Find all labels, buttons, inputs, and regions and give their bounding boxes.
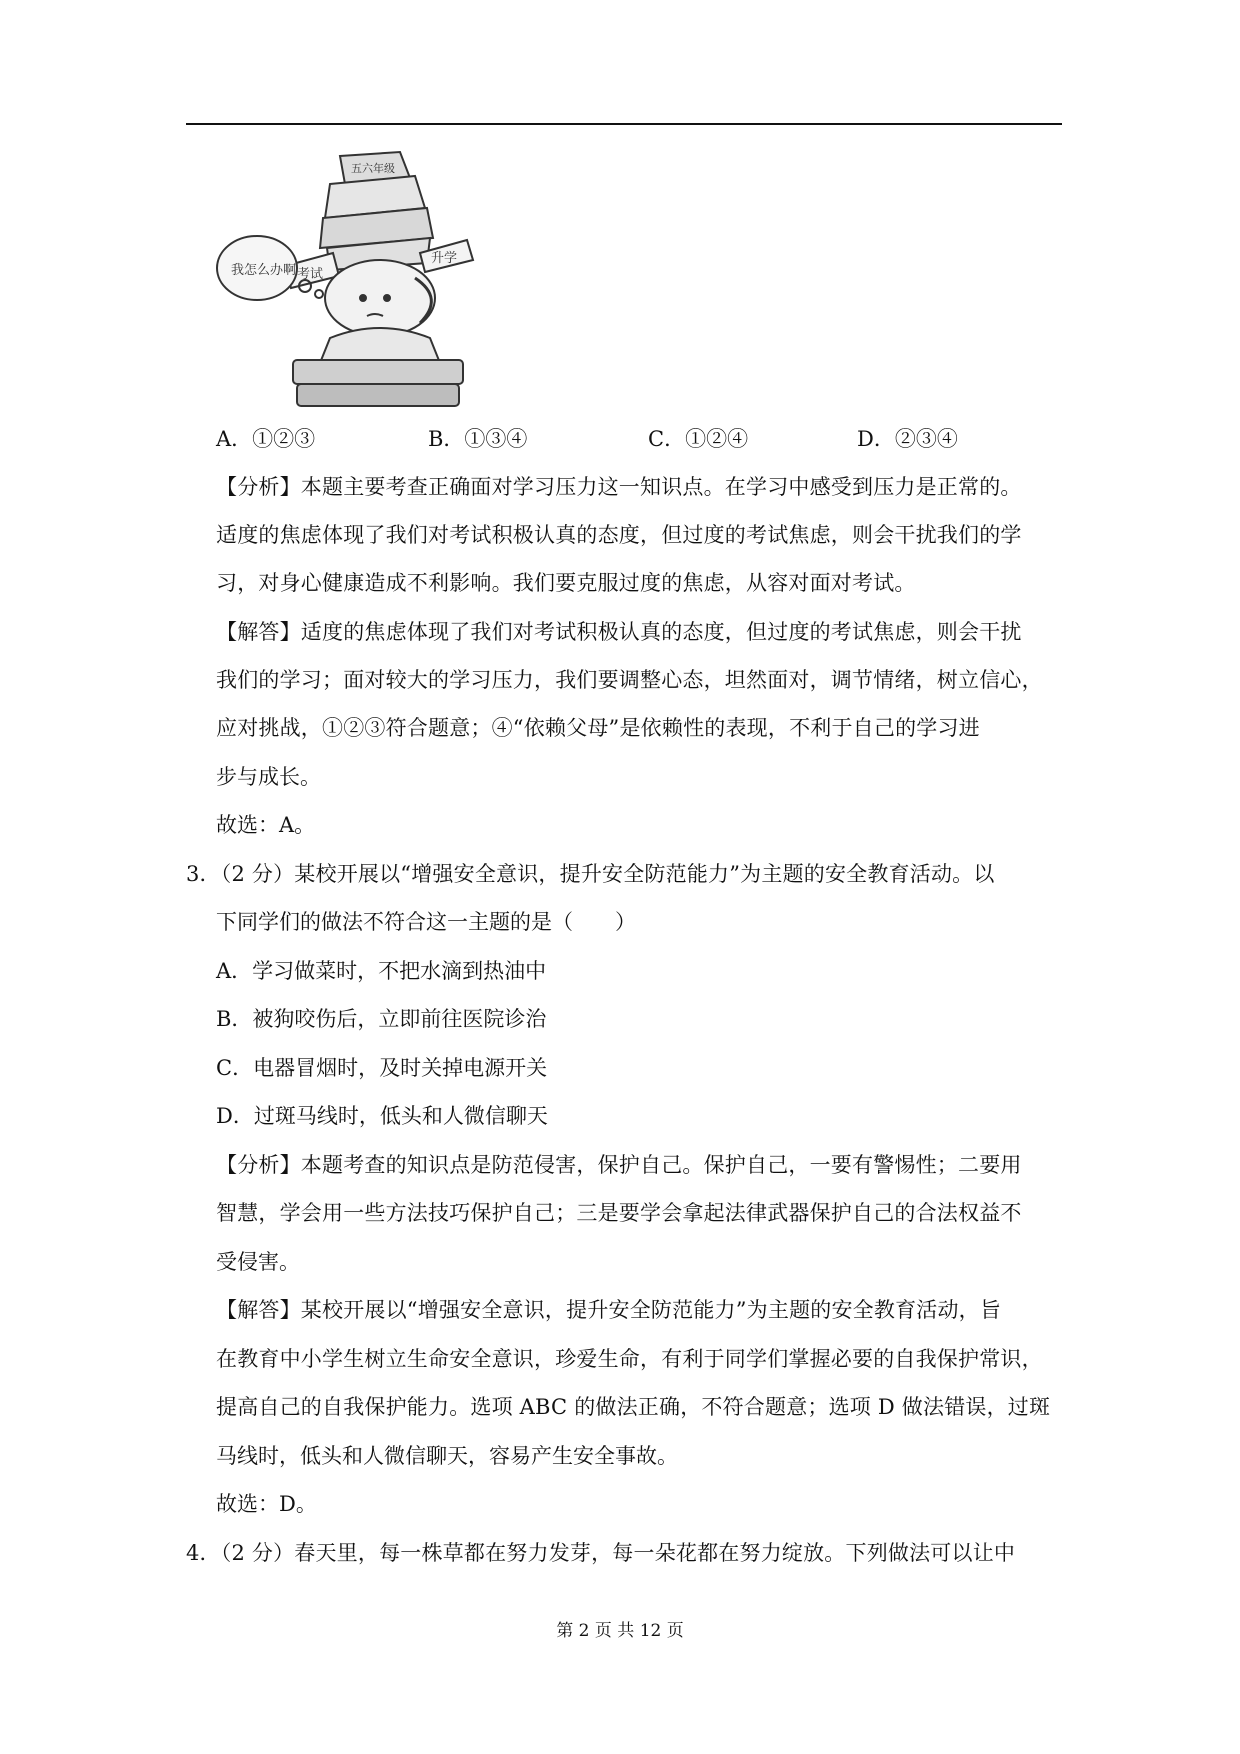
q2-analysis-line: 适度的焦虑体现了我们对考试积极认真的态度，但过度的考试焦虑，则会干扰我们的学 — [216, 523, 1022, 547]
q2-answer-line: 应对挑战，①②③符合题意；④“依赖父母”是依赖性的表现，不利于自己的学习进 — [216, 716, 980, 740]
q3-analysis-line: 智慧，学会用一些方法技巧保护自己；三是要学会拿起法律武器保护自己的合法权益不 — [216, 1201, 1022, 1225]
q4-stem-line: 4．（2 分）春天里，每一株草都在努力发芽，每一朵花都在努力绽放。下列做法可以让中 — [186, 1541, 1016, 1565]
q2-option-a: A．①②③ — [216, 427, 316, 451]
q2-option-b: B．①③④ — [428, 427, 528, 451]
q2-final-choice: 故选：A。 — [216, 813, 316, 837]
q3-stem-line: 下同学们的做法不符合这一主题的是（ ） — [216, 910, 636, 934]
q2-option-c: C．①②④ — [648, 427, 749, 451]
header-rule — [186, 123, 1062, 125]
q3-option-b: B．被狗咬伤后，立即前往医院诊治 — [216, 1007, 547, 1031]
q2-analysis-line: 习，对身心健康造成不利影响。我们要克服过度的焦虑，从容对面对考试。 — [216, 571, 916, 595]
q2-analysis-line: 【分析】本题主要考查正确面对学习压力这一知识点。在学习中感受到压力是正常的。 — [216, 475, 1022, 499]
q2-answer-line: 我们的学习；面对较大的学习压力，我们要调整心态，坦然面对，调节情绪，树立信心， — [216, 668, 1043, 692]
q3-answer-line: 在教育中小学生树立生命安全意识，珍爱生命，有利于同学们掌握必要的自我保护常识， — [216, 1347, 1043, 1371]
q3-option-c: C．电器冒烟时，及时关掉电源开关 — [216, 1056, 548, 1080]
page-number-footer: 第 2 页 共 12 页 — [556, 1621, 684, 1641]
stress-cartoon-illustration — [215, 148, 515, 414]
q3-analysis-line: 【分析】本题考查的知识点是防范侵害，保护自己。保护自己，一要有警惕性；二要用 — [216, 1153, 1022, 1177]
q3-option-d: D．过斑马线时，低头和人微信聊天 — [216, 1104, 548, 1128]
q3-stem-line: 3．（2 分）某校开展以“增强安全意识，提升安全防范能力”为主题的安全教育活动。以 — [186, 862, 995, 886]
q3-final-choice: 故选：D。 — [216, 1492, 317, 1516]
q2-answer-line: 【解答】适度的焦虑体现了我们对考试积极认真的态度，但过度的考试焦虑，则会干扰 — [216, 620, 1022, 644]
q3-option-a: A．学习做菜时，不把水滴到热油中 — [216, 959, 547, 983]
q3-answer-line: 【解答】某校开展以“增强安全意识，提升安全防范能力”为主题的安全教育活动，旨 — [216, 1298, 1002, 1322]
q3-answer-line: 马线时，低头和人微信聊天，容易产生安全事故。 — [216, 1444, 678, 1468]
cartoon-top-text: 五六年级 — [351, 162, 395, 175]
cartoon-thought-text: 我怎么办啊 — [231, 263, 297, 278]
cartoon-promotion-text: 升学 — [431, 251, 458, 266]
q2-answer-line: 步与成长。 — [216, 765, 321, 789]
q3-answer-line: 提高自己的自我保护能力。选项 ABC 的做法正确，不符合题意；选项 D 做法错误，过斑 — [216, 1395, 1051, 1419]
cartoon-exam-text: 考试 — [297, 267, 324, 282]
q3-analysis-line: 受侵害。 — [216, 1250, 300, 1274]
q2-option-d: D．②③④ — [857, 427, 958, 451]
